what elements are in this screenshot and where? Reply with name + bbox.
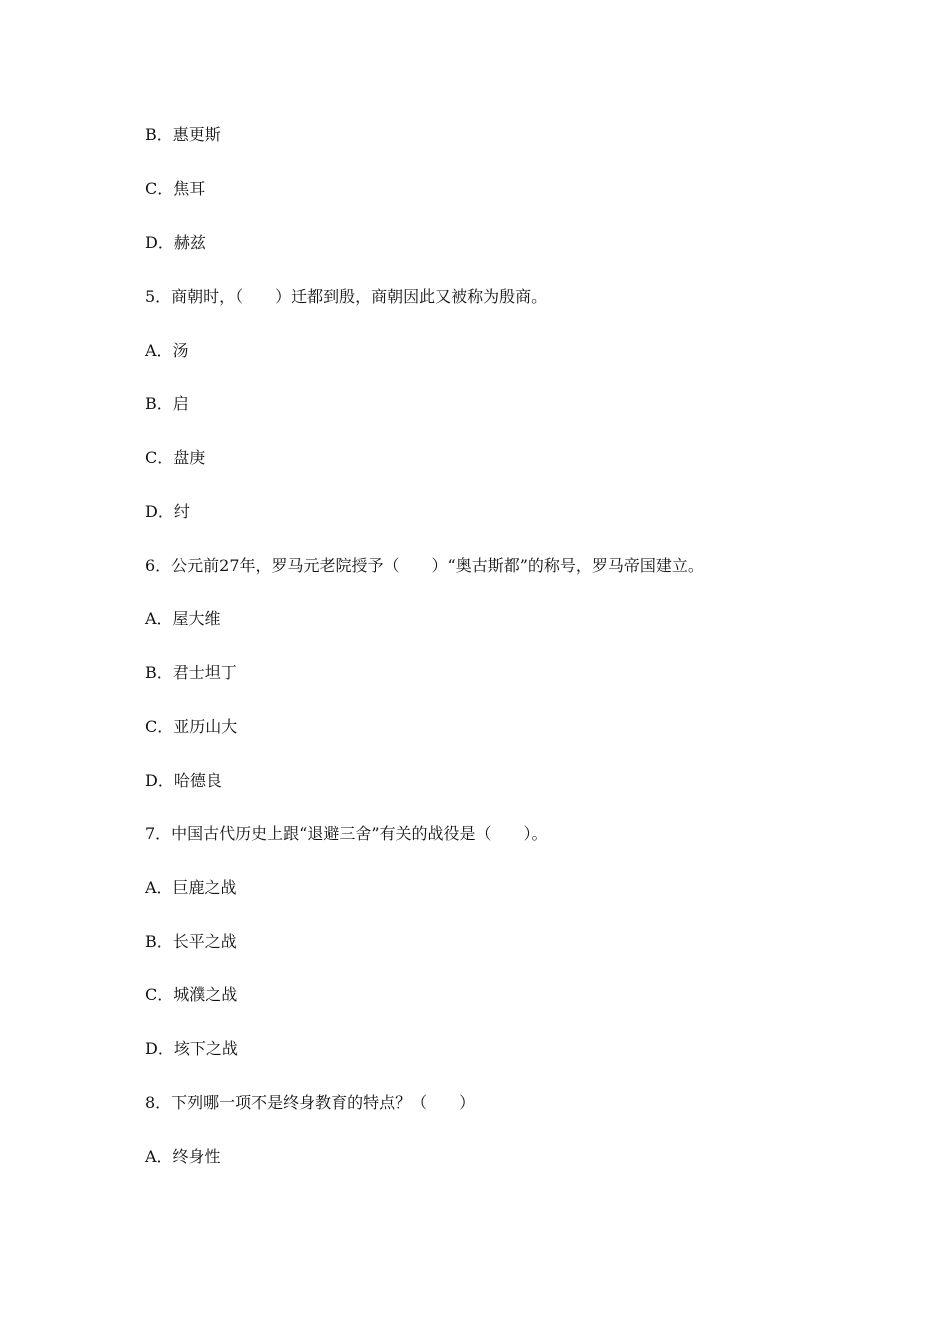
option-d-q5: D．纣: [145, 502, 190, 521]
option-a-q6: A．屋大维: [145, 609, 221, 628]
question-5: 5．商朝时，（ ）迁都到殷，商朝因此又被称为殷商。: [145, 287, 548, 306]
option-c-q5: C．盘庚: [145, 448, 206, 467]
option-c-q7: C．城濮之战: [145, 985, 238, 1004]
option-d-q4: D．赫兹: [145, 233, 206, 252]
question-7: 7．中国古代历史上跟“退避三舍”有关的战役是（ ）。: [145, 824, 548, 843]
option-d-q7: D．垓下之战: [145, 1039, 238, 1058]
option-a-q8: A．终身性: [145, 1147, 221, 1166]
option-b-q4: B．惠更斯: [145, 125, 221, 144]
option-a-q5: A．汤: [145, 341, 189, 360]
option-d-q6: D．哈德良: [145, 771, 222, 790]
option-b-q5: B．启: [145, 394, 189, 413]
option-b-q6: B．君士坦丁: [145, 663, 237, 682]
option-c-q4: C．焦耳: [145, 179, 206, 198]
option-c-q6: C．亚历山大: [145, 717, 238, 736]
question-6: 6．公元前27年，罗马元老院授予（ ）“奥古斯都”的称号，罗马帝国建立。: [145, 556, 704, 575]
option-b-q7: B．长平之战: [145, 932, 237, 951]
option-a-q7: A．巨鹿之战: [145, 878, 237, 897]
question-8: 8．下列哪一项不是终身教育的特点？（ ）: [145, 1093, 476, 1112]
